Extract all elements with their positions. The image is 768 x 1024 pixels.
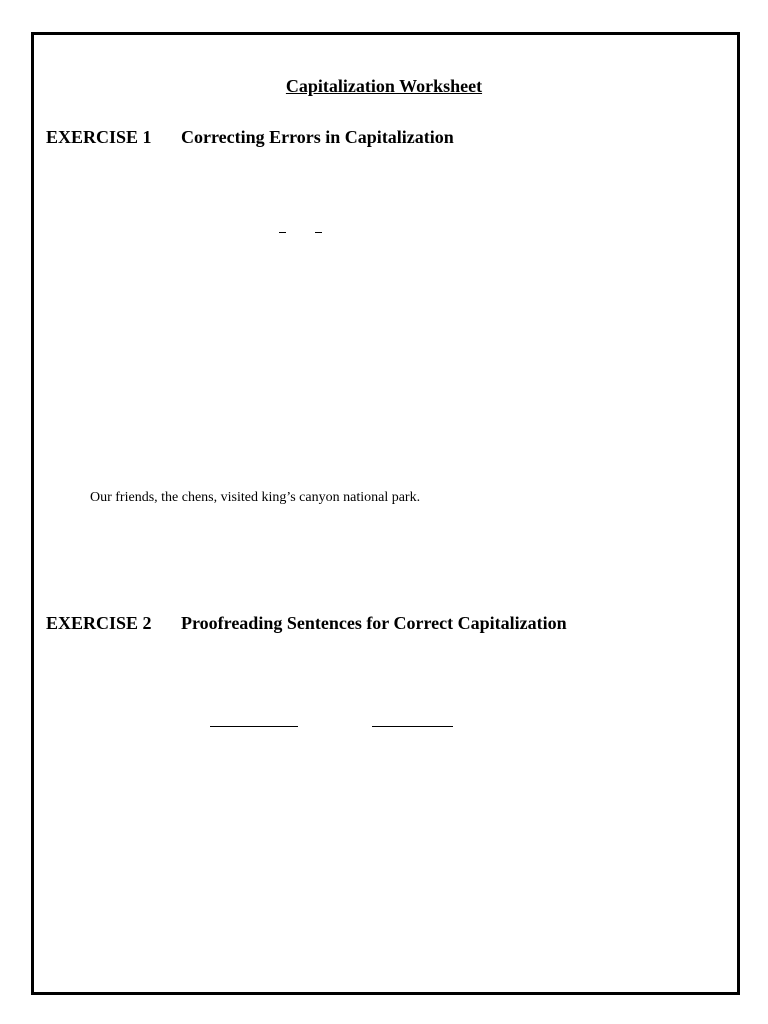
exercise-2-number: EXERCISE 2 [46, 613, 152, 633]
answer-blank-line [210, 726, 298, 727]
exercise-2-title: Proofreading Sentences for Correct Capitalization [181, 613, 567, 633]
exercise-1-heading [46, 127, 454, 148]
short-dash-mark [279, 232, 286, 233]
answer-blank-line [372, 726, 453, 727]
exercise-1-sentence: Our friends, the chens, visited king’s canyon national park. [90, 490, 421, 505]
exercise-1-title: Correcting Errors in Capitalization [181, 127, 454, 147]
worksheet-title-text: Capitalization Worksheet [285, 76, 483, 96]
short-dash-mark [315, 232, 322, 233]
exercise-2-heading [46, 613, 567, 634]
page-border [31, 32, 740, 995]
exercise-1-number: EXERCISE 1 [46, 127, 152, 147]
worksheet-title [0, 76, 768, 97]
